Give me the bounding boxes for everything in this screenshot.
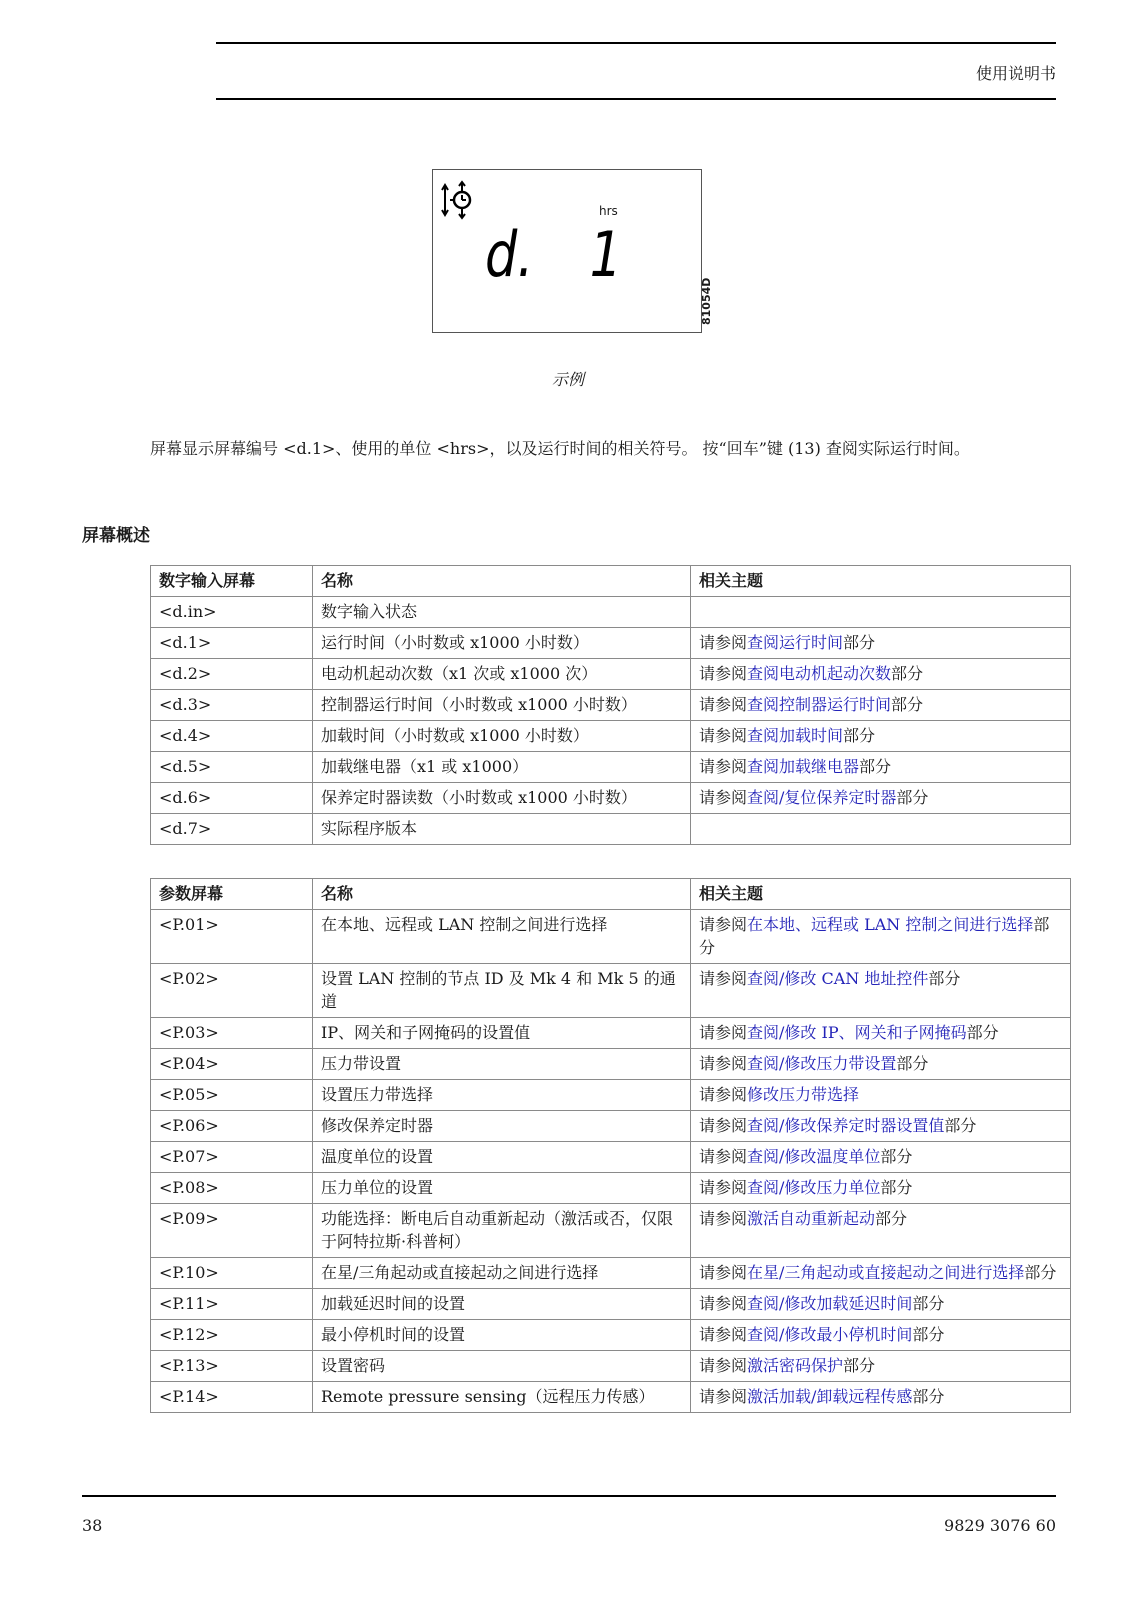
topic-link[interactable]: 查阅/修改加载延迟时间 (747, 1294, 913, 1313)
table-row (151, 752, 1071, 783)
name-cell: 最小停机时间的设置 (313, 1320, 691, 1351)
topic-prefix: 请参阅 (699, 664, 748, 683)
name-cell: 温度单位的设置 (313, 1142, 691, 1173)
topic-prefix: 请参阅 (699, 915, 748, 934)
screen-code-cell: <d.6> (151, 783, 313, 814)
related-topic-cell (691, 690, 1071, 721)
related-topic-cell (691, 752, 1071, 783)
screen-code-cell: <d.2> (151, 659, 313, 690)
table-row (151, 783, 1071, 814)
page-number: 38 (82, 1516, 103, 1535)
name-cell: IP、网关和子网掩码的设置值 (313, 1018, 691, 1049)
topic-prefix: 请参阅 (699, 1294, 748, 1313)
topic-link[interactable]: 查阅/修改 CAN 地址控件 (747, 969, 929, 988)
topic-link[interactable]: 查阅控制器运行时间 (747, 695, 892, 714)
display-screen-value (588, 218, 628, 284)
name-cell: 修改保养定时器 (313, 1111, 691, 1142)
topic-suffix: 部分 (859, 757, 892, 776)
topic-link[interactable]: 查阅/修改压力单位 (747, 1178, 881, 1197)
column-header: 名称 (313, 879, 691, 910)
screen-code-cell: <P.11> (151, 1289, 313, 1320)
screen-code-cell: <d.5> (151, 752, 313, 783)
screen-code-cell: <P.13> (151, 1351, 313, 1382)
related-topic-cell (691, 1049, 1071, 1080)
table-row (151, 1320, 1071, 1351)
topic-prefix: 请参阅 (699, 1178, 748, 1197)
screen-code-cell: <d.7> (151, 814, 313, 845)
screen-code-cell: <P.01> (151, 910, 313, 964)
related-topic-cell (691, 721, 1071, 752)
topic-suffix: 部分 (896, 1054, 929, 1073)
table-row (151, 1142, 1071, 1173)
screen-code-cell: <d.4> (151, 721, 313, 752)
screen-code-cell: <P.09> (151, 1204, 313, 1258)
topic-suffix: 部分 (843, 1356, 876, 1375)
topic-link[interactable]: 在本地、远程或 LAN 控制之间进行选择 (747, 915, 1034, 934)
topic-suffix: 部分 (843, 726, 876, 745)
table-row (151, 1289, 1071, 1320)
table-row (151, 910, 1071, 964)
screen-code-cell: <d.1> (151, 628, 313, 659)
table-row (151, 597, 1071, 628)
intro-paragraph: 屏幕显示屏幕编号 <d.1>、使用的单位 <hrs>，以及运行时间的相关符号。 按“回车”键 (13) 查阅实际运行时间。 (150, 439, 970, 458)
name-cell: 加载继电器（x1 或 x1000） (313, 752, 691, 783)
screen-code-cell: <P.04> (151, 1049, 313, 1080)
related-topic-cell (691, 597, 1071, 628)
table-row (151, 814, 1071, 845)
screen-code-cell: <d.in> (151, 597, 313, 628)
table-row (151, 1351, 1071, 1382)
topic-link[interactable]: 查阅加载继电器 (747, 757, 860, 776)
table-row (151, 721, 1071, 752)
related-topic-cell (691, 1204, 1071, 1258)
column-header: 参数屏幕 (151, 879, 313, 910)
document-number: 9829 3076 60 (944, 1516, 1056, 1535)
topic-suffix: 部分 (843, 633, 876, 652)
related-topic-cell (691, 1018, 1071, 1049)
topic-link[interactable]: 查阅/修改保养定时器设置值 (747, 1116, 945, 1135)
topic-link[interactable]: 激活加载/卸载远程传感 (747, 1387, 913, 1406)
screen-code-cell: <P.06> (151, 1111, 313, 1142)
name-cell: 加载时间（小时数或 x1000 小时数） (313, 721, 691, 752)
topic-link[interactable]: 查阅/修改最小停机时间 (747, 1325, 913, 1344)
topic-link[interactable]: 查阅运行时间 (747, 633, 844, 652)
name-cell: 设置密码 (313, 1351, 691, 1382)
related-topic-cell (691, 964, 1071, 1018)
related-topic-cell (691, 1080, 1071, 1111)
param-table-body (151, 910, 1071, 1413)
table-row (151, 628, 1071, 659)
related-topic-cell (691, 910, 1071, 964)
related-topic-cell (691, 783, 1071, 814)
table-header-row (151, 566, 1071, 597)
topic-prefix: 请参阅 (699, 1054, 748, 1073)
related-topic-cell (691, 1258, 1071, 1289)
topic-suffix: 部分 (880, 1147, 913, 1166)
screen-code-cell: <P.12> (151, 1320, 313, 1351)
document-title: 使用说明书 (975, 64, 1056, 83)
topic-link[interactable]: 查阅/修改温度单位 (747, 1147, 881, 1166)
topic-prefix: 请参阅 (699, 633, 748, 652)
topic-prefix: 请参阅 (699, 757, 748, 776)
column-header: 数字输入屏幕 (151, 566, 313, 597)
topic-link[interactable]: 查阅加载时间 (747, 726, 844, 745)
topic-suffix: 部分 (880, 1178, 913, 1197)
topic-suffix: 部分 (928, 969, 961, 988)
header-rule-top (216, 42, 1056, 44)
topic-prefix: 请参阅 (699, 1209, 748, 1228)
table-header-row (151, 879, 1071, 910)
related-topic-cell (691, 1351, 1071, 1382)
topic-prefix: 请参阅 (699, 695, 748, 714)
table-row (151, 1382, 1071, 1413)
table-row (151, 690, 1071, 721)
topic-link[interactable]: 激活密码保护 (747, 1356, 844, 1375)
topic-link[interactable]: 查阅/修改压力带设置 (747, 1054, 897, 1073)
table-row (151, 1204, 1071, 1258)
topic-suffix: 部分 (699, 915, 1050, 957)
related-topic-cell (691, 1142, 1071, 1173)
name-cell: 压力带设置 (313, 1049, 691, 1080)
name-cell: Remote pressure sensing（远程压力传感） (313, 1382, 691, 1413)
name-cell: 加载延迟时间的设置 (313, 1289, 691, 1320)
table-row (151, 1018, 1071, 1049)
table-row (151, 1111, 1071, 1142)
screen-code-cell: <P.03> (151, 1018, 313, 1049)
related-topic-cell (691, 1382, 1071, 1413)
name-cell: 设置 LAN 控制的节点 ID 及 Mk 4 和 Mk 5 的通道 (313, 964, 691, 1018)
topic-prefix: 请参阅 (699, 1023, 748, 1042)
topic-link[interactable]: 激活自动重新起动 (747, 1209, 876, 1228)
topic-suffix: 部分 (1024, 1263, 1057, 1282)
display-screen-value-text: 1 (589, 219, 622, 284)
digital-input-table (150, 565, 1071, 845)
screen-code-cell: <P.10> (151, 1258, 313, 1289)
topic-suffix: 部分 (912, 1387, 945, 1406)
name-cell: 功能选择：断电后自动重新起动（激活或否，仅限于阿特拉斯·科普柯） (313, 1204, 691, 1258)
topic-prefix: 请参阅 (699, 1325, 748, 1344)
name-cell: 运行时间（小时数或 x1000 小时数） (313, 628, 691, 659)
topic-link[interactable]: 查阅/修改 IP、网关和子网掩码 (747, 1023, 967, 1042)
related-topic-cell (691, 628, 1071, 659)
figure-caption: 示例 (552, 370, 585, 389)
name-cell: 在本地、远程或 LAN 控制之间进行选择 (313, 910, 691, 964)
name-cell: 控制器运行时间（小时数或 x1000 小时数） (313, 690, 691, 721)
display-screen-code (485, 218, 595, 284)
name-cell: 保养定时器读数（小时数或 x1000 小时数） (313, 783, 691, 814)
column-header: 相关主题 (691, 566, 1071, 597)
topic-prefix: 请参阅 (699, 1085, 748, 1104)
topic-link[interactable]: 修改压力带选择 (747, 1085, 860, 1104)
running-hours-icon (441, 180, 475, 220)
topic-prefix: 请参阅 (699, 1356, 748, 1375)
screen-code-cell: <P.07> (151, 1142, 313, 1173)
table-row (151, 659, 1071, 690)
header-rule-bottom (216, 98, 1056, 100)
topic-suffix: 部分 (944, 1116, 977, 1135)
topic-link[interactable]: 查阅/复位保养定时器 (747, 788, 897, 807)
related-topic-cell (691, 814, 1071, 845)
column-header: 名称 (313, 566, 691, 597)
topic-prefix: 请参阅 (699, 726, 748, 745)
topic-suffix: 部分 (891, 664, 924, 683)
name-cell: 电动机起动次数（x1 次或 x1000 次） (313, 659, 691, 690)
display-unit-label: hrs (599, 204, 618, 218)
topic-prefix: 请参阅 (699, 969, 748, 988)
related-topic-cell (691, 1289, 1071, 1320)
table-row (151, 1258, 1071, 1289)
related-topic-cell (691, 1111, 1071, 1142)
screen-code-cell: <P.14> (151, 1382, 313, 1413)
name-cell: 数字输入状态 (313, 597, 691, 628)
screen-code-cell: <d.3> (151, 690, 313, 721)
topic-suffix: 部分 (875, 1209, 908, 1228)
topic-prefix: 请参阅 (699, 1387, 748, 1406)
topic-prefix: 请参阅 (699, 1263, 748, 1282)
topic-suffix: 部分 (912, 1325, 945, 1344)
topic-link[interactable]: 查阅电动机起动次数 (747, 664, 892, 683)
table-row (151, 1080, 1071, 1111)
related-topic-cell (691, 659, 1071, 690)
table-row (151, 1173, 1071, 1204)
name-cell: 在星/三角起动或直接起动之间进行选择 (313, 1258, 691, 1289)
topic-suffix: 部分 (966, 1023, 999, 1042)
name-cell: 实际程序版本 (313, 814, 691, 845)
section-heading: 屏幕概述 (82, 526, 150, 546)
controller-display-figure (432, 169, 702, 333)
figure-code: 81054D (700, 277, 713, 325)
topic-prefix: 请参阅 (699, 1116, 748, 1135)
topic-suffix: 部分 (891, 695, 924, 714)
screen-code-cell: <P.05> (151, 1080, 313, 1111)
related-topic-cell (691, 1320, 1071, 1351)
column-header: 相关主题 (691, 879, 1071, 910)
display-screen-code-text: d. (485, 219, 534, 284)
topic-link[interactable]: 在星/三角起动或直接起动之间进行选择 (747, 1263, 1025, 1282)
parameter-table (150, 878, 1071, 1413)
screen-code-cell: <P.08> (151, 1173, 313, 1204)
topic-prefix: 请参阅 (699, 788, 748, 807)
digital-table-body (151, 597, 1071, 845)
topic-prefix: 请参阅 (699, 1147, 748, 1166)
topic-suffix: 部分 (912, 1294, 945, 1313)
screen-code-cell: <P.02> (151, 964, 313, 1018)
name-cell: 设置压力带选择 (313, 1080, 691, 1111)
related-topic-cell (691, 1173, 1071, 1204)
name-cell: 压力单位的设置 (313, 1173, 691, 1204)
footer-rule (82, 1495, 1056, 1497)
topic-suffix: 部分 (896, 788, 929, 807)
table-row (151, 964, 1071, 1018)
table-row (151, 1049, 1071, 1080)
